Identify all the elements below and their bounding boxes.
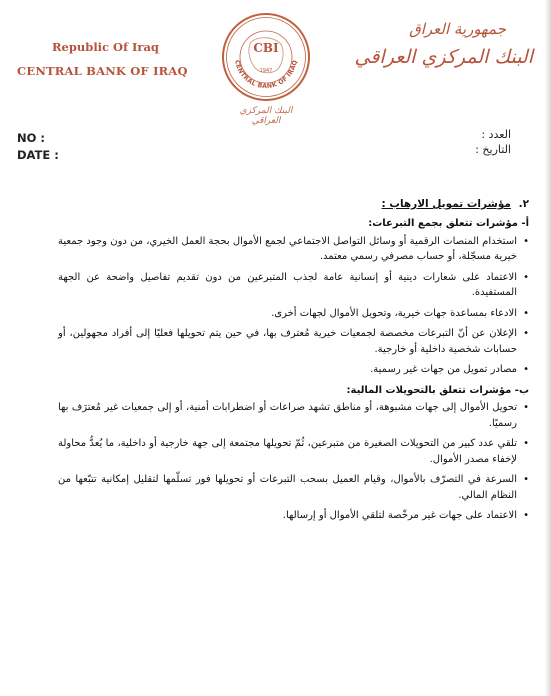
bullet-icon: • (523, 328, 529, 340)
letterhead-arabic-bank: البنك المركزي العراقي (354, 46, 533, 68)
seal-arabic-caption: البنك المركزي العراقي (239, 106, 293, 126)
list-item: • الاعتماد على شعارات دينية أو إنسانية عامة لجذب المتبرعين من دون تقديم تفاصيل واضحة عن الجهة المستفيدة. (58, 271, 529, 299)
number-label-arabic: العدد : (481, 128, 511, 141)
page-edge-shadow (545, 0, 551, 696)
central-bank-seal-logo (221, 12, 311, 102)
bullet-icon: • (523, 364, 529, 376)
list-item: • السرعة في التصرّف بالأموال، وقيام العميل بسحب التبرعات أو تحويلها فور تسلّمها لتقليل إمكانية تتبّعها من النظام المالي. (58, 474, 529, 501)
subsection-b-list (58, 400, 529, 524)
subsection-a-list (58, 234, 529, 378)
letterhead-english-bank: CENTRAL BANK OF IRAQ (17, 64, 188, 78)
letterhead-arabic-country: جمهورية العراق (409, 20, 506, 38)
seal-ring-text: CENTRAL BANK OF IRAQ (233, 59, 299, 91)
bullet-icon: • (523, 235, 529, 247)
number-label: NO : (17, 131, 46, 145)
bullet-icon: • (523, 307, 529, 319)
letterhead-english-country: Republic Of Iraq (52, 40, 159, 54)
section-title: مؤشرات تمويل الارهاب : (381, 198, 511, 210)
subsection-a-title: أ- مؤشرات تتعلق بجمع التبرعات: (368, 218, 529, 230)
list-item: • استخدام المنصات الرقمية أو وسائل التواصل الاجتماعي لجمع الأموال بحجة العمل الخيري، من دون وجود جمعية خيرية مسجّلة، أو حساب مصرفي رسمي معتمد. (58, 235, 529, 263)
section-heading (58, 196, 529, 212)
list-item: • الادعاء بمساعدة جهات خيرية، وتحويل الأموال لجهات أخرى. (58, 306, 529, 322)
bullet-icon: • (523, 510, 529, 522)
bullet-icon: • (523, 474, 529, 486)
list-item: • الإعلان عن أنّ التبرعات مخصصة لجمعيات خيرية مُعترف بها، في حين يتم تحويلها فعليًا إلى أفراد مجهولين، أو حسابات شخصية داخلية أو خارجية. (58, 328, 529, 355)
date-label: DATE : (17, 148, 59, 162)
list-item: • تلقي عدد كبير من التحويلات الصغيرة من متبرعين، ثُمّ تحويلها مجتمعة إلى جهة خارجية أو داخلية، ما يُعدُّ محاولة لإخفاء مصدر الأموال. (58, 438, 529, 465)
bullet-icon: • (523, 271, 529, 283)
svg-text:CENTRAL BANK OF IRAQ (233, 59, 299, 90)
bullet-icon: • (523, 438, 529, 450)
seal-year-text: 1947 (259, 68, 273, 74)
list-item: • الاعتماد على جهات غير مرخّصة لتلقي الأموال أو إرسالها. (58, 508, 529, 524)
seal-cbi-text: CBI (253, 41, 279, 55)
date-label-arabic: التاريخ : (475, 143, 511, 156)
section-number: ٢. (518, 198, 529, 210)
list-item: • تحويل الأموال إلى جهات مشبوهة، أو مناطق تشهد صراعات أو اضطرابات أمنية، أو إلى جمعيات غير مُعترَف بها رسميًا. (58, 402, 529, 429)
list-item: • مصادر تمويل من جهات غير رسمية. (58, 362, 529, 378)
bullet-icon: • (523, 402, 529, 414)
subsection-b-title: ب- مؤشرات تتعلق بالتحويلات المالية: (346, 384, 529, 396)
document-body (58, 196, 529, 529)
